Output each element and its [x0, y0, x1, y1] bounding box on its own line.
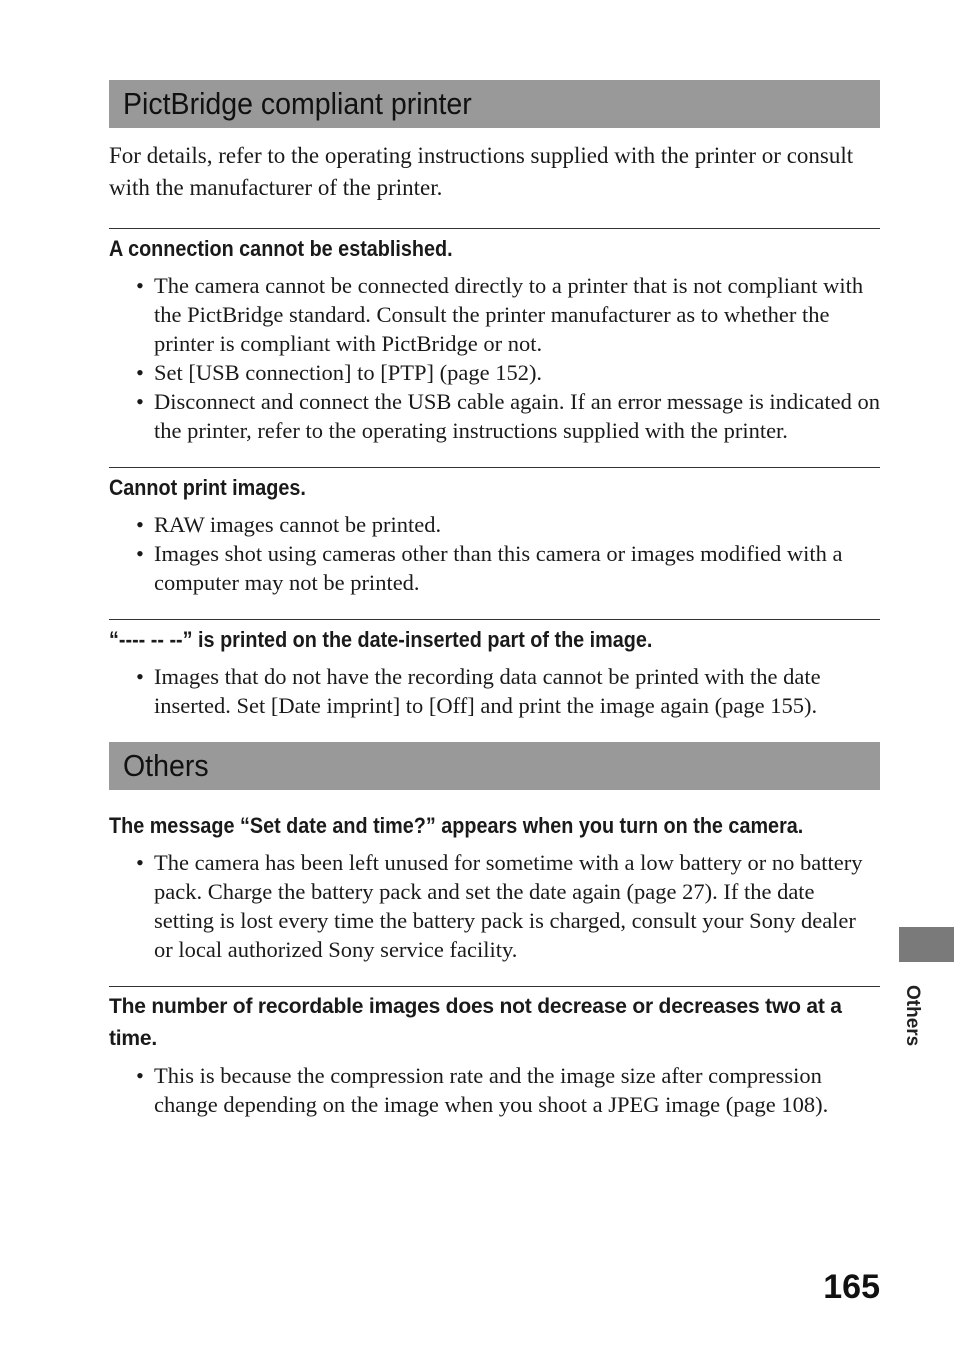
section-header-others: Others	[109, 742, 880, 790]
bullet-list	[109, 271, 880, 445]
topic-recordable-images	[109, 986, 880, 1119]
bullet-list	[109, 510, 880, 597]
topic-set-date	[109, 810, 880, 964]
topic-title: The number of recordable images does not decrease or decreases two at a time.	[109, 995, 842, 1050]
topic-cannot-print	[109, 467, 880, 597]
list-item: • The camera has been left unused for sometime with a low battery or no battery pack. Charge the battery pack and set the date again (page 27). If the date setting is lost every time the battery pack is charged, consult your Sony dealer or local authorized Sony service facility.	[136, 848, 880, 964]
list-item: • RAW images cannot be printed.	[136, 510, 880, 539]
section-header-pictbridge: PictBridge compliant printer	[109, 80, 880, 128]
list-item: • Set [USB connection] to [PTP] (page 152).	[136, 358, 880, 387]
page-content	[109, 80, 880, 1141]
bullet-list	[109, 1061, 880, 1119]
topic-title: A connection cannot be established.	[109, 236, 453, 261]
topic-title: The message “Set date and time?” appears when you turn on the camera.	[109, 813, 804, 838]
list-item: • Disconnect and connect the USB cable again. If an error message is indicated on the printer, refer to the operating instructions supplied with the printer.	[136, 387, 880, 445]
page-number: 165	[823, 1268, 880, 1306]
list-item: • Images shot using cameras other than this camera or images modified with a computer may not be printed.	[136, 539, 880, 597]
topic-title: Cannot print images.	[109, 475, 306, 500]
topic-title: “---- -- --” is printed on the date-inserted part of the image.	[109, 627, 653, 652]
bullet-list	[109, 848, 880, 964]
list-item: • The camera cannot be connected directly to a printer that is not compliant with the PictBridge standard. Consult the printer manufacturer as to whether the printer is compliant with PictBridge or not.	[136, 271, 880, 358]
section-intro: For details, refer to the operating instructions supplied with the printer or consult with the manufacturer of the printer.	[109, 143, 854, 200]
topic-connection	[109, 228, 880, 445]
chapter-label: Others	[902, 985, 923, 1047]
topic-date-printed	[109, 619, 880, 720]
chapter-tab	[899, 927, 954, 962]
list-item: • This is because the compression rate and the image size after compression change depending on the image when you shoot a JPEG image (page 108).	[136, 1061, 880, 1119]
list-item: • Images that do not have the recording data cannot be printed with the date inserted. Set [Date imprint] to [Off] and print the image again (page 155).	[136, 662, 880, 720]
bullet-list	[109, 662, 880, 720]
